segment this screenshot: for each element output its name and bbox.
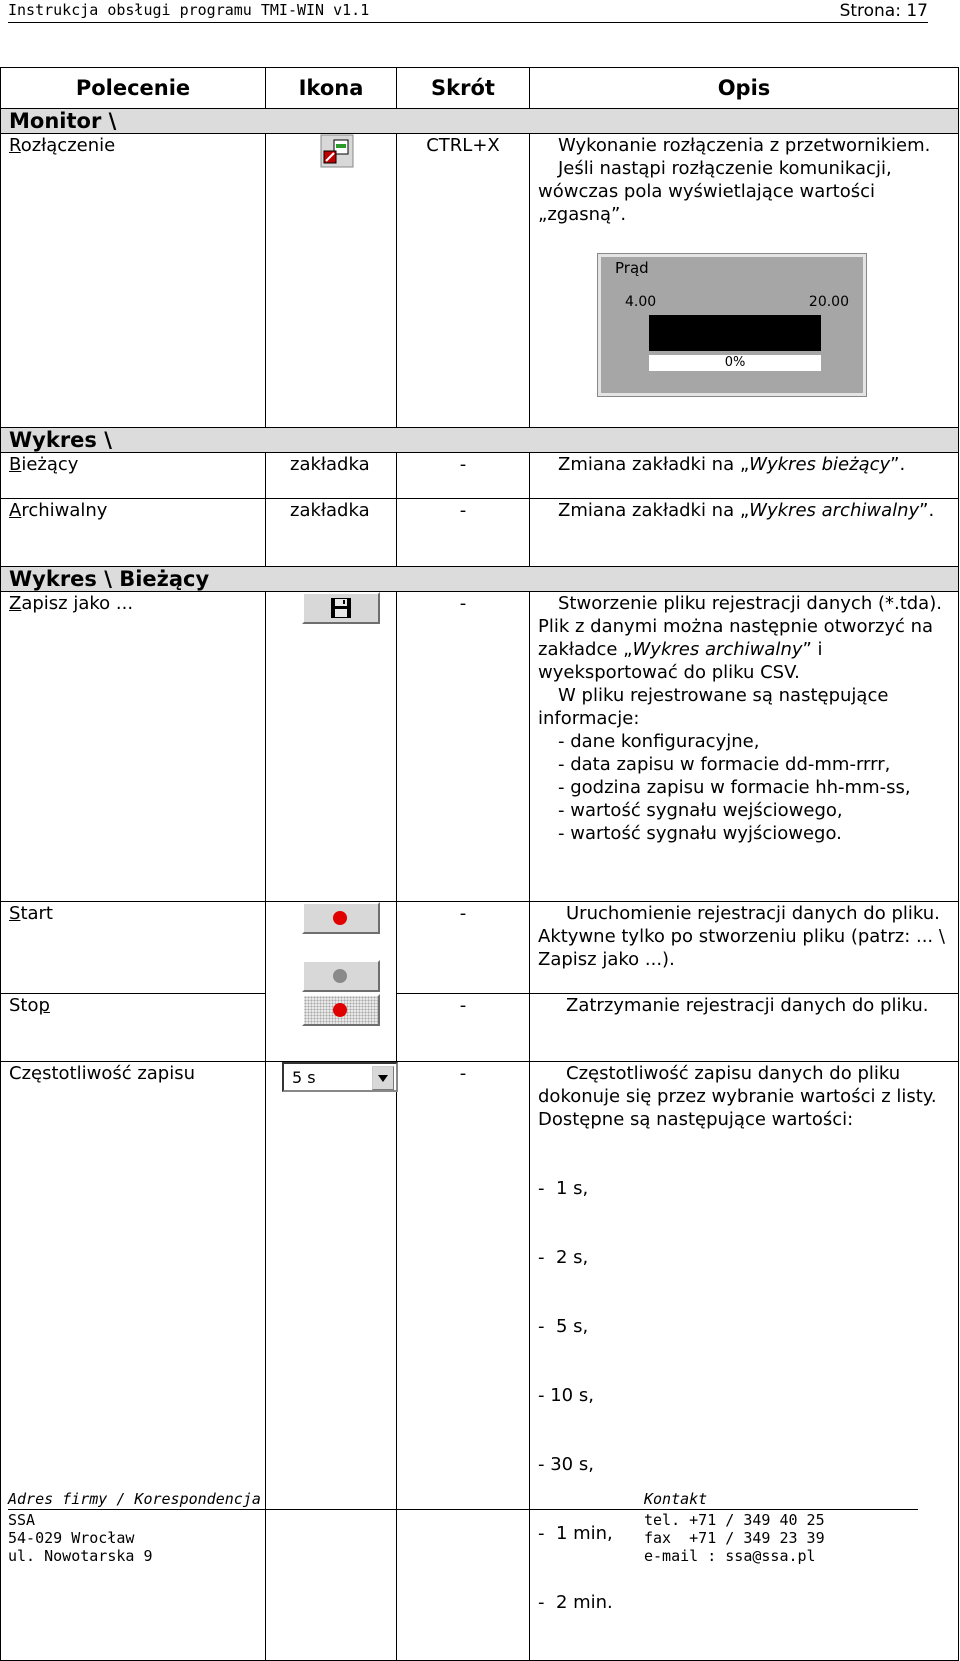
section-row-wykres-biezacy bbox=[1, 567, 959, 592]
footer-divider bbox=[8, 1509, 918, 1510]
footer-line: 54-029 Wrocław bbox=[8, 1529, 135, 1547]
page-header bbox=[8, 0, 928, 23]
shortcut-cell: - bbox=[397, 453, 530, 499]
footer-line: e-mail : ssa@ssa.pl bbox=[644, 1547, 816, 1565]
shortcut-cell: - bbox=[397, 902, 530, 994]
table-row-rozlaczenie bbox=[1, 134, 959, 428]
command-label: Sto bbox=[9, 995, 39, 1016]
shortcut-cell: - bbox=[397, 592, 530, 902]
list-item: - 2 s, bbox=[538, 1247, 589, 1268]
frequency-list bbox=[538, 1131, 958, 1660]
command-label: ozłączenie bbox=[20, 135, 116, 156]
section-row-monitor bbox=[1, 109, 959, 134]
table-row-czestotliwosc bbox=[1, 1062, 959, 1661]
gauge-bar bbox=[649, 315, 821, 351]
gauge-max: 20.00 bbox=[808, 294, 849, 310]
list-item: - 1 min, bbox=[538, 1523, 613, 1544]
footer-address-title: Adres firmy / Korespondencja bbox=[8, 1490, 261, 1508]
list-item: - 1 s, bbox=[538, 1178, 589, 1199]
command-cell bbox=[1, 994, 266, 1062]
table-row-archiwalny bbox=[1, 499, 959, 567]
command-cell bbox=[1, 499, 266, 567]
description-cell bbox=[530, 134, 959, 428]
icon-cell bbox=[266, 499, 397, 567]
list-item: - dane konfiguracyjne, bbox=[558, 731, 760, 752]
command-hotkey-letter: S bbox=[9, 903, 21, 924]
description-cell: Zatrzymanie rejestracji danych do pliku. bbox=[530, 994, 959, 1062]
description-cell: Zmiana zakładki na „Wykres archiwalny”. bbox=[530, 499, 959, 567]
table-row-zapisz bbox=[1, 592, 959, 902]
select-value: 5 s bbox=[292, 1068, 316, 1087]
description-text-2: Jeśli nastąpi rozłączenie komunikacji, wówczas pola wyświetlające wartości „zgasną”. bbox=[538, 158, 892, 225]
footer-contact bbox=[644, 1490, 825, 1565]
icon-cell bbox=[266, 592, 397, 902]
icon-cell bbox=[266, 1062, 397, 1661]
description-cell: Częstotliwość zapisu danych do pliku dokonuje się przez wybranie wartości z listy. Dostępne są następujące wartości: - 1 s, - 2 s, - 5 s, - 10 s, - 30 s, - 1 min, - 2 min. bbox=[530, 1062, 959, 1661]
command-hotkey-letter: A bbox=[9, 500, 22, 521]
list-item: - 30 s, bbox=[538, 1454, 594, 1475]
save-button-icon bbox=[302, 592, 380, 624]
command-label: rchiwalny bbox=[21, 500, 108, 521]
shortcut-cell: CTRL+X bbox=[397, 134, 530, 428]
description-text: Wykonanie rozłączenia z przetwornikiem. bbox=[558, 135, 931, 156]
section-title: Wykres \ Bieżący bbox=[1, 567, 959, 592]
icon-cell bbox=[266, 994, 397, 1062]
col-header-ikona: Ikona bbox=[266, 68, 397, 109]
col-header-opis: Opis bbox=[530, 68, 959, 109]
icon-cell bbox=[266, 453, 397, 499]
section-title: Monitor \ bbox=[1, 109, 959, 134]
description-cell: Stworzenie pliku rejestracji danych (*.tda). Plik z danymi można następnie otworzyć na zakładce „Wykres archiwalny” i wyeksportować do pliku CSV. W pliku rejestrowane są następujące informacje: - dane konfiguracyjne, - data zapisu w formacie dd-mm-rrrr, - godzina zapisu w formacie hh-mm-ss, - wartość sygnału wejściowego, - wartość sygnału wyjściowego. bbox=[530, 592, 959, 902]
footer-line: fax +71 / 349 23 39 bbox=[644, 1529, 825, 1547]
info-list bbox=[538, 730, 958, 845]
start-disabled-button-icon bbox=[302, 960, 380, 992]
table-row-start bbox=[1, 902, 959, 994]
command-hotkey-letter: Z bbox=[9, 593, 22, 614]
list-item: - 10 s, bbox=[538, 1385, 594, 1406]
gauge-min: 4.00 bbox=[625, 294, 657, 310]
command-label: ieżący bbox=[21, 454, 79, 475]
description-cell: Uruchomienie rejestracji danych do pliku. Aktywne tylko po stworzeniu pliku (patrz: ... \ Zapisz jako ...). bbox=[530, 902, 959, 994]
command-cell: Częstotliwość zapisu bbox=[1, 1062, 266, 1661]
table-row-biezacy bbox=[1, 453, 959, 499]
command-cell bbox=[1, 592, 266, 902]
start-button-icon bbox=[302, 902, 380, 934]
col-header-polecenie: Polecenie bbox=[1, 68, 266, 109]
record-dot-disabled-icon bbox=[333, 969, 347, 983]
command-hotkey-letter: p bbox=[38, 995, 50, 1016]
section-title: Wykres \ bbox=[1, 428, 959, 453]
description-cell: Zmiana zakładki na „Wykres bieżący”. bbox=[530, 453, 959, 499]
footer-line: SSA bbox=[8, 1511, 36, 1529]
command-hotkey-letter: B bbox=[9, 454, 22, 475]
icon-cell bbox=[266, 902, 397, 994]
page-number: Strona: 17 bbox=[839, 1, 928, 21]
list-item: - wartość sygnału wejściowego, bbox=[558, 800, 843, 821]
footer-line: tel. +71 / 349 40 25 bbox=[644, 1511, 825, 1529]
footer-contact-title: Kontakt bbox=[644, 1490, 708, 1508]
record-dot-icon bbox=[333, 911, 347, 925]
col-header-skrot: Skrót bbox=[397, 68, 530, 109]
gauge-percent: 0% bbox=[649, 355, 821, 371]
shortcut-cell: - bbox=[397, 1062, 530, 1661]
icon-text: zakładka bbox=[290, 454, 370, 475]
command-hotkey-letter: R bbox=[9, 135, 21, 156]
list-item: - wartość sygnału wyjściowego. bbox=[558, 823, 842, 844]
list-item: - 2 min. bbox=[538, 1592, 613, 1613]
footer-address bbox=[8, 1490, 261, 1565]
chevron-down-icon bbox=[372, 1066, 394, 1090]
list-item: - 5 s, bbox=[538, 1316, 589, 1337]
current-gauge-image bbox=[598, 254, 866, 396]
command-label: apisz jako ... bbox=[21, 593, 134, 614]
record-dot-icon bbox=[333, 1003, 347, 1017]
gauge-label: Prąd bbox=[615, 259, 649, 277]
list-item: - godzina zapisu w formacie hh-mm-ss, bbox=[558, 777, 911, 798]
icon-text: zakładka bbox=[290, 500, 370, 521]
floppy-disk-icon bbox=[330, 597, 352, 619]
frequency-select-icon bbox=[282, 1062, 398, 1092]
disconnect-icon bbox=[320, 134, 354, 168]
icon-cell bbox=[266, 134, 397, 428]
table-header-row bbox=[1, 68, 959, 109]
shortcut-cell: - bbox=[397, 499, 530, 567]
commands-table bbox=[0, 67, 959, 1661]
command-label: tart bbox=[20, 903, 53, 924]
list-item: - data zapisu w formacie dd-mm-rrrr, bbox=[558, 754, 891, 775]
command-cell bbox=[1, 453, 266, 499]
command-cell bbox=[1, 134, 266, 428]
command-cell bbox=[1, 902, 266, 994]
document-title: Instrukcja obsługi programu TMI-WIN v1.1 bbox=[8, 1, 370, 19]
shortcut-cell: - bbox=[397, 994, 530, 1062]
stop-button-icon bbox=[302, 994, 380, 1026]
section-row-wykres bbox=[1, 428, 959, 453]
footer-line: ul. Nowotarska 9 bbox=[8, 1547, 153, 1565]
table-row-stop bbox=[1, 994, 959, 1062]
